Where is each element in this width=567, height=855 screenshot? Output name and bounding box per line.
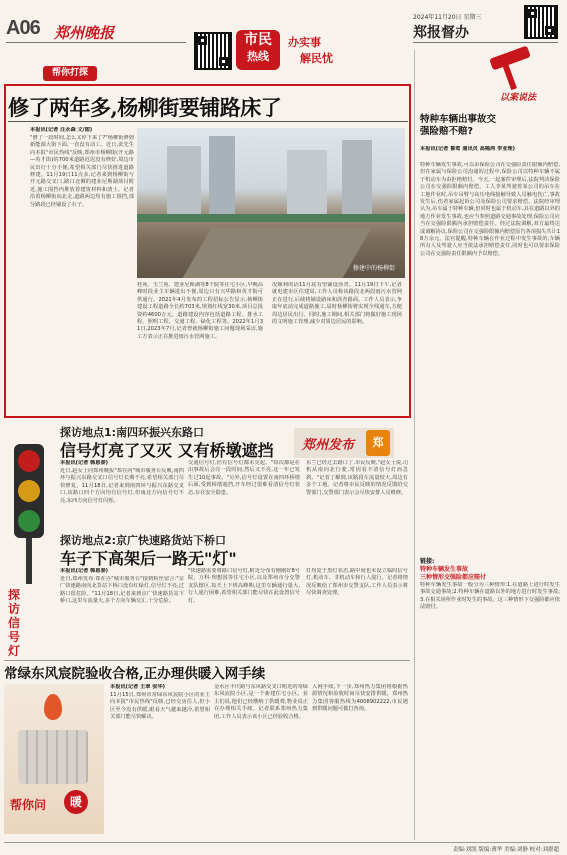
headline-underline	[8, 121, 408, 122]
section-title: 郑报督办	[413, 25, 469, 41]
help-ask-illustration	[4, 684, 104, 834]
gavel-icon	[489, 46, 531, 71]
slogan-line-2: 解民忧	[300, 52, 333, 65]
issue-date: 2024年11月20日 星期三	[413, 14, 482, 21]
body-text: 入网手续,下一步,郑州热力集团将根据热源情况和验收时间尽快安排供暖。郑州热力集团客服热线为4008902222,市民遇到供暖问题可拨打咨询。	[312, 684, 408, 713]
section-divider	[4, 660, 410, 661]
byline: 本报讯(记者 韩恩泰)	[60, 568, 109, 574]
building	[342, 140, 372, 216]
warm-badge: 暖	[64, 790, 88, 814]
building	[209, 136, 235, 216]
hotline-logo	[236, 30, 280, 70]
construction-photo	[137, 128, 405, 278]
body-text: 东兰已经过去路口了,市民反映,"赵女士说,司机从南向北行驶,常因看不清信号灯而急刹。"记者了解到,该路段车流量较大,周边有多个工地。记者将市民反映的情况反馈给交警部门,交警部门表示会尽快安排人员维修。	[306, 460, 408, 496]
column-divider	[414, 50, 415, 840]
fence	[137, 214, 405, 222]
kicker-badge: 帮你打探	[43, 66, 97, 81]
side-label: 探访信号灯	[8, 588, 21, 658]
link-title: 链接:	[420, 558, 435, 565]
release-logo-mark: 郑	[366, 430, 390, 456]
link-subtitle: 三种情形交强险都应赔付	[420, 574, 487, 581]
hotline-logo-text: 市民	[244, 32, 272, 48]
sidebar-headline: 特种车辆出事故交强险赔不赔?	[420, 114, 497, 137]
photo-caption: 修建中的杨柳街	[352, 265, 395, 272]
footer-credits: 责编:刘凯 版编:薄华 美编:刘静 校对:刘群超	[452, 847, 559, 853]
body-text: 灯均处于黑灯状态,路中间也未设立临时信号灯,机动车、非机动车和行人混行。记者将情况反映给了郑州市交警支队,工作人员表示将尽快调查处理。	[306, 568, 408, 597]
release-logo-text: 郑州发布	[302, 438, 355, 453]
flame-icon	[44, 694, 62, 720]
byline: 本报讯(记者 鲁莺 通讯员 高稀鸿 李亚理)	[420, 146, 515, 152]
building	[167, 146, 201, 216]
body-text: 近日,郑州发布·郑在办"城市服务台"接到粉丝留言:"京广快速路南向北货站下桥口没有红绿灯,信号灯不亮,过路口很危险。"11月18日,记者来到京广快速路货站下桥口,这里车流量大,多个方向车辆交汇,十分危险。	[60, 576, 184, 605]
body-text: 11月15日,郑州市常绿东风宸院小区的业主向本报"市民热线"反映,已经交房住人,但小区至今没有供暖,眼看天气越来越冷,希望相关部门能尽快解决。	[110, 692, 210, 721]
main-headline: 修了两年多,杨柳街要铺路床了	[8, 95, 282, 120]
link-body: 特种车辆发生事故一般分为三种情形:1.在道路上进行时发生事故交通事故;2.特种车辆在道路以外的地方进行时发生事故;3.在相关场所作业时发生的事故。这三种情形下交强险都应依法赔付。	[420, 582, 560, 611]
kicker: 探访地点1:南四环振兴东路口	[60, 426, 205, 439]
paper-logo: 郑州晚报	[54, 24, 115, 42]
yellow-lamp	[18, 480, 40, 502]
page-number: A06	[6, 17, 40, 39]
header-rule	[413, 42, 558, 43]
footer-rule	[4, 842, 560, 843]
qr-code-icon	[194, 32, 232, 70]
red-lamp	[18, 450, 40, 472]
traffic-light-illustration	[4, 444, 60, 584]
body-text: 金水区丰庆路与东风路交叉口附近的常绿东风宸院小区,是一个新建住宅小区。业主们说,他们已经缴纳了供暖费,物业说正在办理相关手续。记者联系郑州热力集团,工作人员表示该小区已经验收合格。	[214, 684, 308, 720]
body-text: "快速路需要将路口信号灯,附近分布有刚刚好8号院、万科·理想国等住宅小区,以及郑州市分交警支队辖区,每天上下班高峰期,这里车辆通行量大,行人通行困难,希望相关部门能尽快在此设置信号灯。	[188, 568, 300, 604]
byline: 本报讯(记者 王翠 张华)	[110, 684, 166, 690]
gravel-road	[183, 228, 372, 278]
body-text: 近日,赵女士向郑州晚报"郑在问"城市服务台反映,南四环与振兴东路交叉口信号灯长期不亮,希望相关部门尽快修复。11月18日,记者来到南四环与振兴东路交叉口,该路口四个方向均有信号灯,但南北方向信号灯不亮,东西方向信号灯闪烁。	[60, 468, 184, 504]
body-text: 特种车辆发生事故,可以由保险公司在交强险责任限额内赔偿,但在家属与保险公司沟通的过程中,保险公司以特种车辆不属于机动车为由拒绝赔付。今天,一起案件审理后,法院判决保险公司在交强险限额内赔偿。工人李某驾驶着某公司的吊车在工地作业时,吊车吊臂与高压电线接触导致人员触电伤亡,事故发生后,伤者家属起诉公司及保险公司要求赔偿。法院经审理认为,吊车属于特种车辆,但同时也属于机动车,其在道路以外的地方作业发生事故,也应当参照道路交通事故处理,保险公司应当在交强险限额内承担赔偿责任。经过法院调解,双方最终达成调解协议,保险公司在交强险限额内赔偿原告各项损失共计18万余元。法官提醒,特种车辆在作业过程中发生事故的,车辆所有人及驾驶人应当依法承担赔偿责任,同时也可以要求保险公司在交强险责任限额内予以赔偿。	[420, 162, 560, 257]
news-headline: 常绿东风宸院验收合格,正办理供暖入网手续	[4, 666, 266, 682]
green-lamp	[18, 510, 40, 532]
header-rule	[6, 42, 186, 43]
body-text: 桂苑、玉兰苑、建业尼斯湖等8个院等住宅小区,早晚高峰时段业主车辆进出不便,周边只有兴华路和英才街可供通行。2021年4月发布的工程招标公告显示,杨柳街建设工程道路全长约703米,规划红线宽30米,项目总投资约4600万元。道路建设内容包括道路工程、排水工程、照明工程、交通工程、绿化工程等。2022年1月31日,2023年7月,记者曾就杨柳街施工问题现场采访,施工方表示正在推进雨污水管网施工。	[137, 282, 263, 340]
zhengzhou-release-logo	[294, 428, 394, 458]
help-ask-label: 帮你问	[10, 798, 47, 812]
law-mascot-illustration	[460, 46, 556, 108]
body-text: "修了一段时间,怎么又停下来了?"杨柳街修到新能源大街下面,一直没有动工。近日,张先生向本报"市民热线"反映,郑州市杨柳街(开元路—英才街)的700米道路迟迟没有修好,周边市民出行十分不便,希望相关部门尽快推进道路修建。11月19日11点多,记者来到杨柳街与开元路交叉口,路口北侧的建业尼斯湖项目附近,施工围挡内堆放着建筑材料和渣土。记者沿着杨柳街向北走,道路两边均有施工围挡,部分路段已经铺设了石子。	[30, 135, 134, 208]
kicker: 探访地点2:京广快速路货站下桥口	[60, 534, 227, 547]
body-text: 况顺利的话11月底有望铺设沥青。11月19日下午,记者就电建市区住建局,工作人员称该路段北两段雨污水管网正在进行,后续将铺设路床和沥青路面。工作人员表示,争取年底前完成道路施工,届时杨柳街将实现全线通车,方便周边居民出行。同时,施工期间,相关部门将做好施工现场的文明施工管理,减少对周边居民的影响。	[272, 282, 402, 326]
qr-code-icon	[524, 5, 558, 39]
traffic-light-pole	[26, 538, 32, 584]
byline: 本报讯(记者 韩恩泰)	[60, 460, 109, 466]
news-headline: 信号灯亮了又灭 又有桥墩遮挡	[60, 441, 274, 460]
news-headline: 车子下高架后一路无"灯"	[60, 549, 237, 568]
law-label: 以案说法	[500, 93, 537, 103]
hotline-logo-sub: 热线	[247, 50, 269, 63]
radiator	[18, 730, 88, 784]
slogan-line-1: 办实事	[288, 36, 321, 49]
byline: 本报讯(记者 汪永森 文/图)	[30, 127, 93, 133]
building	[287, 150, 327, 216]
link-subtitle: 特种车辆发生事故	[420, 566, 469, 573]
body-text: 交通信号灯,但有信号灯都未亮起。"每次都是在出事故后会亮一段时间,然后又不亮,这一年已发生过10起事故。"另外,信号灯设置在南四环桥墩后面,受到桥墩遮挡,开车经过很难看清信号灯状态,存在安全隐患。	[188, 460, 300, 496]
